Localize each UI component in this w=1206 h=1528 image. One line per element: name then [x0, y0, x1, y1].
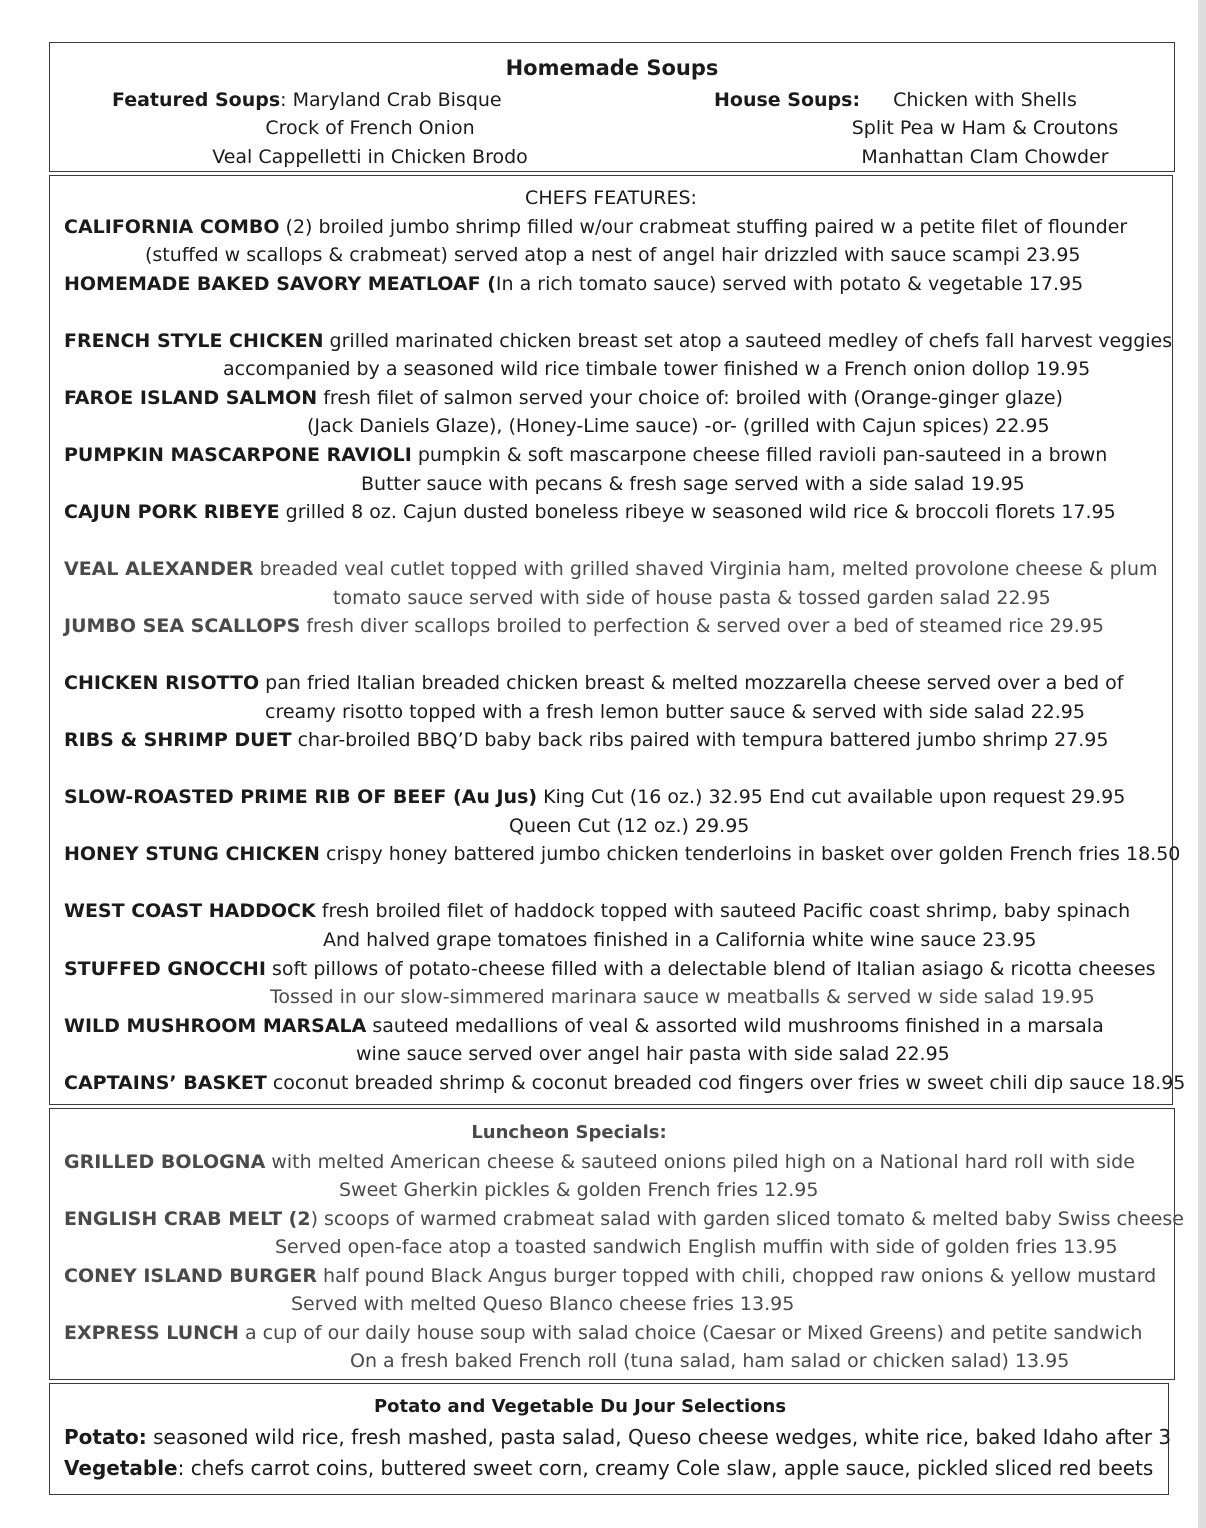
- menu-item: CALIFORNIA COMBO (2) broiled jumbo shrimp filled w/our crabmeat stuffing paired w a petite filet of flounder: [64, 216, 1128, 238]
- house-soups-label: House Soups:: [714, 89, 861, 111]
- item-name: EXPRESS LUNCH: [64, 1322, 239, 1344]
- item-continuation: (Jack Daniels Glaze), (Honey-Lime sauce) -or- (grilled with Cajun spices) 22.95: [307, 415, 1050, 437]
- luncheon-specials-heading: Luncheon Specials:: [471, 1122, 667, 1143]
- featured-soups-colon: :: [280, 89, 287, 111]
- featured-soups-label: Featured Soups: [112, 89, 281, 111]
- menu-item: RIBS & SHRIMP DUET char-broiled BBQ’D baby back ribs paired with tempura battered jumbo shrimp 27.95: [64, 729, 1109, 751]
- menu-item: ENGLISH CRAB MELT (2) scoops of warmed crabmeat salad with garden sliced tomato & melted baby Swiss cheese: [64, 1208, 1184, 1230]
- menu-item: CAJUN PORK RIBEYE grilled 8 oz. Cajun dusted boneless ribeye w seasoned wild rice & broccoli florets 17.95: [64, 501, 1116, 523]
- item-continuation: Served open-face atop a toasted sandwich English muffin with side of golden fries 13.95: [275, 1236, 1118, 1258]
- menu-item: GRILLED BOLOGNA with melted American cheese & sauteed onions piled high on a National hard roll with side: [64, 1151, 1135, 1173]
- item-name: WEST COAST HADDOCK: [64, 900, 316, 922]
- item-name: FRENCH STYLE CHICKEN: [64, 330, 324, 352]
- soups-title: Homemade Soups: [505, 56, 719, 80]
- item-continuation: Queen Cut (12 oz.) 29.95: [509, 815, 750, 837]
- item-continuation: (stuffed w scallops & crabmeat) served atop a nest of angel hair drizzled with sauce scampi 23.95: [145, 244, 1081, 266]
- menu-item: EXPRESS LUNCH a cup of our daily house soup with salad choice (Caesar or Mixed Greens) and petite sandwich: [64, 1322, 1143, 1344]
- item-name: HOMEMADE BAKED SAVORY MEATLOAF (: [64, 273, 496, 295]
- item-name: RIBS & SHRIMP DUET: [64, 729, 292, 751]
- item-name: CAJUN PORK RIBEYE: [64, 501, 280, 523]
- item-continuation: Served with melted Queso Blanco cheese fries 13.95: [291, 1293, 795, 1315]
- item-name: CHICKEN RISOTTO: [64, 672, 260, 694]
- menu-item: SLOW-ROASTED PRIME RIB OF BEEF (Au Jus) King Cut (16 oz.) 32.95 End cut available upon request 29.95: [64, 786, 1126, 808]
- item-continuation: creamy risotto topped with a fresh lemon butter sauce & served with side salad 22.95: [265, 701, 1085, 723]
- item-continuation: On a fresh baked French roll (tuna salad, ham salad or chicken salad) 13.95: [350, 1350, 1070, 1372]
- menu-item: VEAL ALEXANDER breaded veal cutlet topped with grilled shaved Virginia ham, melted provolone cheese & plum: [64, 558, 1158, 580]
- menu-item: HONEY STUNG CHICKEN crispy honey battered jumbo chicken tenderloins in basket over golden French fries 18.50: [64, 843, 1181, 865]
- item-name: SLOW-ROASTED PRIME RIB OF BEEF (Au Jus): [64, 786, 538, 808]
- item-continuation: tomato sauce served with side of house pasta & tossed garden salad 22.95: [333, 587, 1051, 609]
- potato-label: Potato:: [64, 1425, 147, 1449]
- menu-item: CONEY ISLAND BURGER half pound Black Angus burger topped with chili, chopped raw onions & yellow mustard: [64, 1265, 1157, 1287]
- item-continuation: Tossed in our slow-simmered marinara sauce w meatballs & served w side salad 19.95: [270, 986, 1095, 1008]
- house-soup-3: Manhattan Clam Chowder: [861, 146, 1109, 168]
- item-continuation: Sweet Gherkin pickles & golden French fries 12.95: [339, 1179, 819, 1201]
- featured-soups-line: [112, 88, 502, 112]
- menu-item: STUFFED GNOCCHI soft pillows of potato-cheese filled with a delectable blend of Italian asiago & ricotta cheeses: [64, 958, 1156, 980]
- item-name: VEAL ALEXANDER: [64, 558, 254, 580]
- item-name: CALIFORNIA COMBO: [64, 216, 280, 238]
- menu-item: WILD MUSHROOM MARSALA sauteed medallions of veal & assorted wild mushrooms finished in a marsala: [64, 1015, 1104, 1037]
- vegetable-du-jour: Vegetable: chefs carrot coins, buttered sweet corn, creamy Cole slaw, apple sauce, pickled sliced red beets: [64, 1456, 1154, 1480]
- du-jour-heading: Potato and Vegetable Du Jour Selections: [373, 1396, 787, 1417]
- menu-item: WEST COAST HADDOCK fresh broiled filet of haddock topped with sauteed Pacific coast shrimp, baby spinach: [64, 900, 1131, 922]
- house-soup-1: Chicken with Shells: [893, 89, 1077, 111]
- featured-soup-3: Veal Cappelletti in Chicken Brodo: [212, 146, 528, 168]
- item-continuation: accompanied by a seasoned wild rice timbale tower finished w a French onion dollop 19.95: [223, 358, 1091, 380]
- menu-item: JUMBO SEA SCALLOPS fresh diver scallops broiled to perfection & served over a bed of steamed rice 29.95: [64, 615, 1104, 637]
- menu-item: PUMPKIN MASCARPONE RAVIOLI pumpkin & soft mascarpone cheese filled ravioli pan-sauteed in a brown: [64, 444, 1108, 466]
- item-name: FAROE ISLAND SALMON: [64, 387, 318, 409]
- item-name: GRILLED BOLOGNA: [64, 1151, 266, 1173]
- item-name: PUMPKIN MASCARPONE RAVIOLI: [64, 444, 412, 466]
- menu-item: FAROE ISLAND SALMON fresh filet of salmon served your choice of: broiled with (Orange-ginger glaze): [64, 387, 1063, 409]
- vegetable-label: Vegetable: [64, 1456, 178, 1480]
- item-name: STUFFED GNOCCHI: [64, 958, 266, 980]
- menu-item: CAPTAINS’ BASKET coconut breaded shrimp & coconut breaded cod fingers over fries w sweet chili dip sauce 18.95: [64, 1072, 1186, 1094]
- item-name: CAPTAINS’ BASKET: [64, 1072, 267, 1094]
- menu-item: CHICKEN RISOTTO pan fried Italian breaded chicken breast & melted mozzarella cheese served over a bed of: [64, 672, 1124, 694]
- item-name: WILD MUSHROOM MARSALA: [64, 1015, 367, 1037]
- item-continuation: Butter sauce with pecans & fresh sage served with a side salad 19.95: [361, 473, 1025, 495]
- house-soup-2: Split Pea w Ham & Croutons: [851, 117, 1119, 139]
- chefs-features-heading: CHEFS FEATURES:: [525, 187, 697, 209]
- item-name: CONEY ISLAND BURGER: [64, 1265, 317, 1287]
- menu-item: HOMEMADE BAKED SAVORY MEATLOAF (In a rich tomato sauce) served with potato & vegetable 17.95: [64, 273, 1084, 295]
- item-continuation: And halved grape tomatoes finished in a California white wine sauce 23.95: [323, 929, 1037, 951]
- page-edge: [1198, 0, 1206, 1528]
- menu-item: FRENCH STYLE CHICKEN grilled marinated chicken breast set atop a sauteed medley of chefs fall harvest veggies: [64, 330, 1173, 352]
- featured-soup-1: Maryland Crab Bisque: [292, 89, 502, 111]
- item-continuation: wine sauce served over angel hair pasta with side salad 22.95: [356, 1043, 950, 1065]
- item-name: ENGLISH CRAB MELT (2: [64, 1208, 311, 1230]
- item-name: HONEY STUNG CHICKEN: [64, 843, 320, 865]
- potato-du-jour: Potato: seasoned wild rice, fresh mashed, pasta salad, Queso cheese wedges, white rice, baked Idaho after 3: [64, 1425, 1172, 1449]
- featured-soup-2: Crock of French Onion: [265, 117, 475, 139]
- item-name: JUMBO SEA SCALLOPS: [64, 615, 301, 637]
